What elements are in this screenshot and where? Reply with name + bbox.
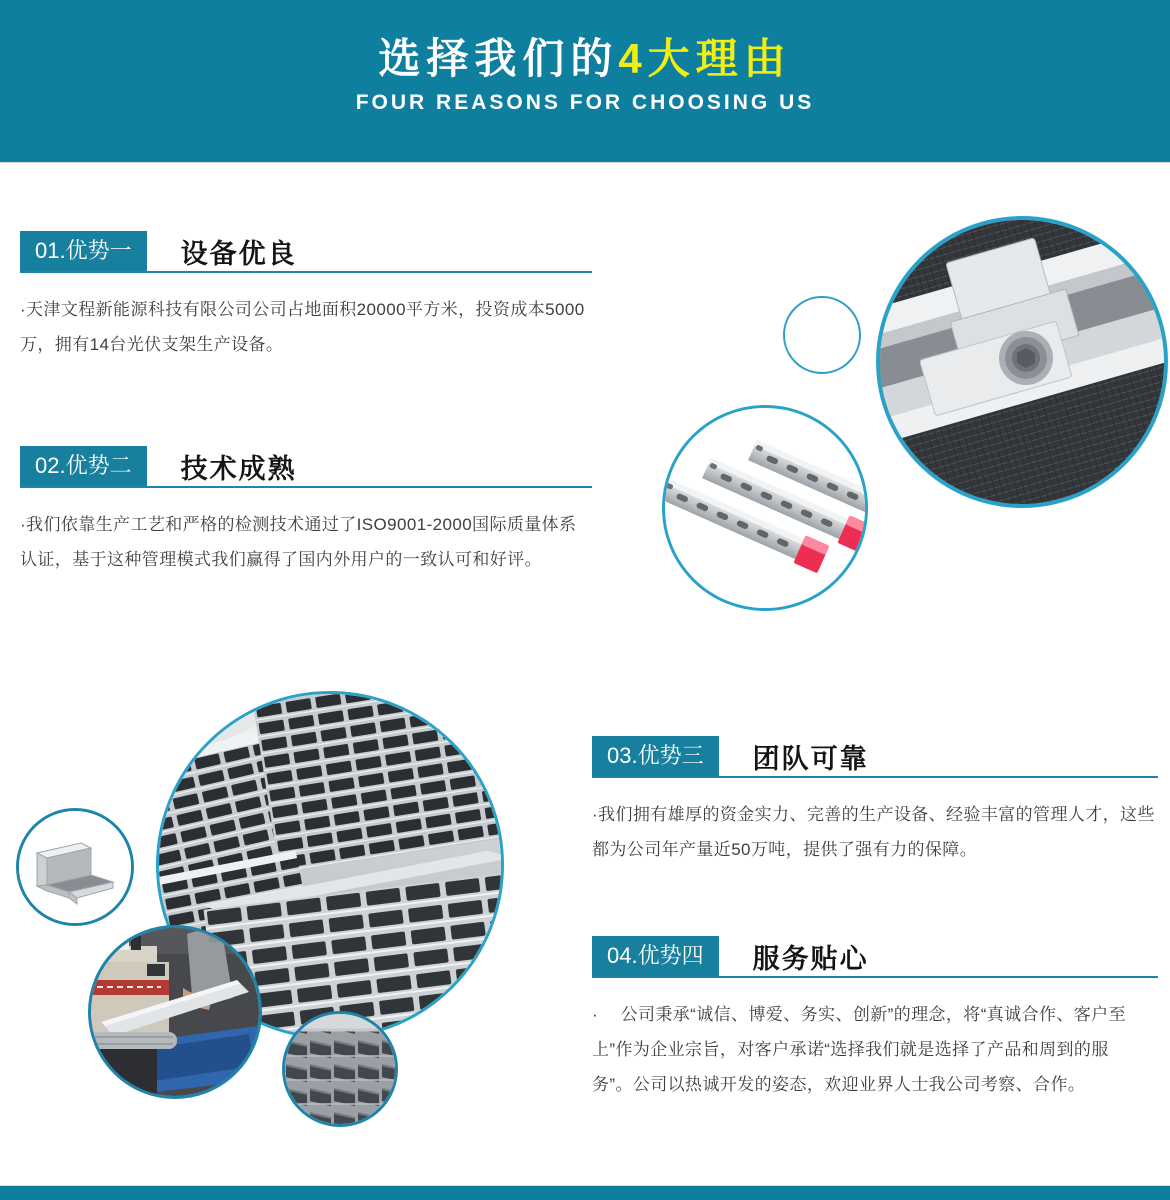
- advantage-3-title: 团队可靠: [752, 743, 869, 774]
- advantage-3-body: [592, 797, 1158, 867]
- advantage-text-line: 都为公司年产量近50万吨，提供了强有力的保障。: [592, 840, 978, 859]
- factory-machine-photo: [91, 928, 259, 1096]
- advantage-text-line: · 公司秉承“诚信、博爱、务实、创新”的理念，将“真诚合作、客户至: [592, 1005, 1126, 1024]
- steel-bundle-photo: [285, 1014, 395, 1124]
- steel-bundle-photo-circle: [282, 1011, 398, 1127]
- u-channel-photo-circle: [16, 808, 134, 926]
- advantage-2-body: [20, 507, 592, 577]
- advantage-1-badge: 01.优势一: [20, 231, 147, 271]
- advantage-text-line: ·我们依靠生产工艺和严格的检测技术通过了ISO9001-2000国际质量体系: [20, 515, 577, 534]
- page-title-main: 选择我们的: [378, 35, 619, 82]
- header-banner: [0, 0, 1170, 163]
- page-title-highlight: 4大理由: [618, 35, 792, 82]
- bottom-accent-bar: [0, 1185, 1170, 1200]
- advantage-2-header: [20, 446, 592, 488]
- angle-bracket-photo: [665, 408, 865, 608]
- advantage-4-body: [592, 997, 1158, 1102]
- advantage-3-header: [592, 736, 1158, 778]
- advantage-3-badge: 03.优势三: [592, 736, 719, 776]
- advantage-section-2: [20, 446, 592, 577]
- angle-bracket-photo-circle: [662, 405, 868, 611]
- advantage-section-1: [20, 231, 592, 362]
- advantage-text-line: ·天津文程新能源科技有限公司公司占地面积20000平方米，投资成本5000: [20, 300, 585, 319]
- advantage-section-3: [592, 736, 1158, 867]
- advantage-1-title: 设备优良: [180, 238, 297, 269]
- advantage-4-title: 服务贴心: [752, 943, 869, 974]
- advantage-text-line: ·我们拥有雄厚的资金实力、完善的生产设备、经验丰富的管理人才，这些: [592, 805, 1155, 824]
- page-title: [0, 0, 1170, 82]
- advantage-1-header: [20, 231, 592, 273]
- advantage-text-line: 万，拥有14台光伏支架生产设备。: [20, 335, 284, 354]
- advantage-text-line: 上”作为企业宗旨，对客户承诺“选择我们就是选择了产品和周到的服: [592, 1040, 1109, 1059]
- advantage-4-badge: 04.优势四: [592, 936, 719, 976]
- advantage-section-4: [592, 936, 1158, 1102]
- advantage-text-line: 认证，基于这种管理模式我们赢得了国内外用户的一致认可和好评。: [20, 550, 542, 569]
- solar-clamp-photo: [880, 220, 1164, 504]
- solar-clamp-photo-circle: [876, 216, 1168, 508]
- page-subtitle: FOUR REASONS FOR CHOOSING US: [355, 91, 815, 115]
- advantage-1-body: [20, 292, 592, 362]
- u-channel-photo: [19, 811, 131, 923]
- advantage-2-badge: 02.优势二: [20, 446, 147, 486]
- advantage-2-title: 技术成熟: [180, 453, 297, 484]
- factory-machine-photo-circle: [88, 925, 262, 1099]
- advantage-4-header: [592, 936, 1158, 978]
- decorative-circle-outline: [783, 296, 861, 374]
- advantage-text-line: 务”。公司以热诚开发的姿态，欢迎业界人士我公司考察、合作。: [592, 1075, 1086, 1094]
